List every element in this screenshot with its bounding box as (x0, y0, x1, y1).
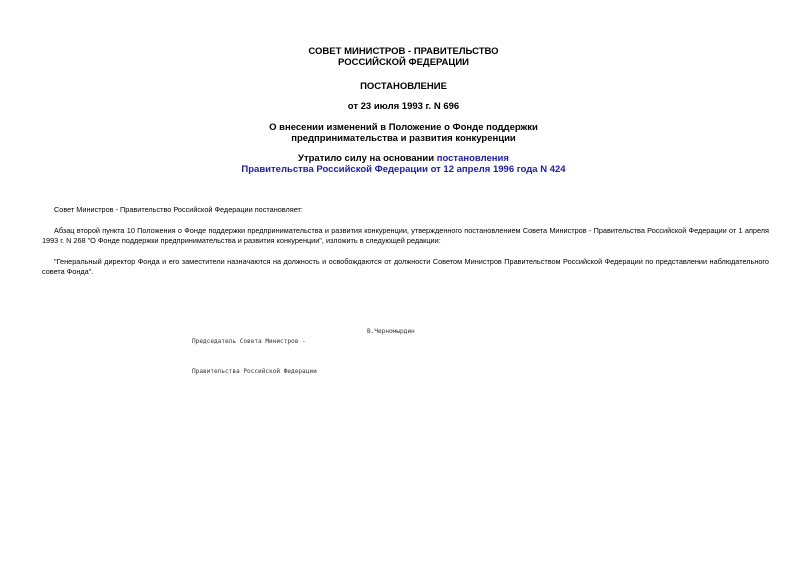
repeal-link-decree[interactable]: постановления (436, 153, 509, 164)
body-paragraph-1: Совет Министров - Правительство Российской Федерации постановляет: (54, 205, 303, 214)
document-date-number: от 23 июля 1993 г. N 696 (347, 101, 460, 112)
document-subject (0, 122, 807, 144)
repeal-notice (0, 153, 807, 175)
signatory-name: В.Черномырдин (367, 328, 415, 335)
document-type: ПОСТАНОВЛЕНИЕ (360, 81, 447, 92)
issuing-authority (0, 46, 807, 68)
signature-position-line-2: Правительства Российской Федерации (192, 368, 317, 375)
repeal-link-government-decree[interactable]: Правительства Российской Федерации от 12 апреля 1996 года N 424 (241, 164, 566, 175)
authority-line-2: РОССИЙСКОЙ ФЕДЕРАЦИИ (337, 57, 469, 68)
signature-block (192, 317, 415, 407)
body-paragraph-3: "Генеральный директор Фонда и его заместители назначаются на должность и освобождаются от должности Советом Министров Правительством Российской Федерации по представлении наблюдательного совета Фонда". (42, 257, 769, 276)
repeal-prefix: Утратило силу на основании (298, 153, 437, 164)
subject-line-2: предпринимательства и развития конкуренции (291, 133, 516, 144)
subject-line-1: О внесении изменений в Положение о Фонде поддержки (269, 122, 538, 133)
authority-line-1: СОВЕТ МИНИСТРОВ - ПРАВИТЕЛЬСТВО (308, 46, 499, 57)
body-paragraph-2: Абзац второй пункта 10 Положения о Фонде поддержки предпринимательства и развития конкуренции, утвержденного постановлением Совета Министров - Правительства Российской Федерации от 1 апреля 1993 г. N 268 "О Фонде поддержки предпринимательства и развития конкуренции", изложить в следующей редакции: (42, 226, 769, 245)
signature-position-line-1: Председатель Совета Министров - (192, 338, 306, 345)
